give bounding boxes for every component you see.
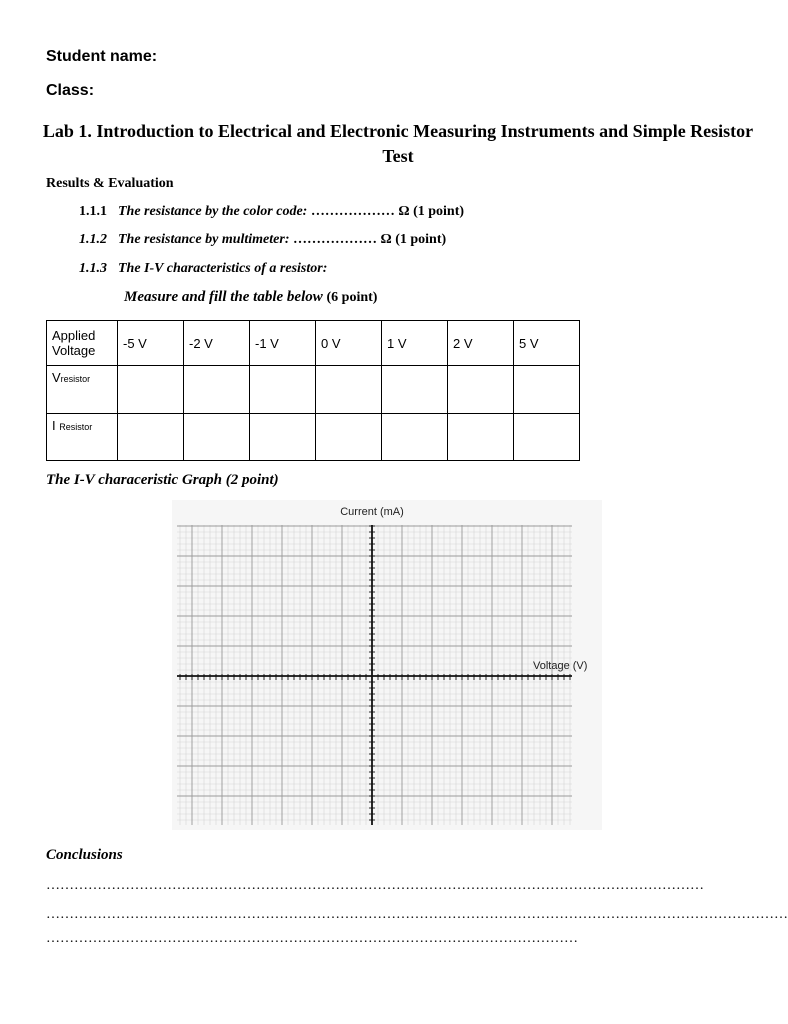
table-row-iresistor — [47, 414, 580, 461]
item-text: The I-V characteristics of a resistor: — [118, 261, 328, 276]
vresistor-row-label — [47, 366, 118, 414]
table-cell[interactable] — [448, 414, 514, 461]
row-label-main: I — [52, 418, 56, 433]
conclusion-line[interactable]: …………………………………………………………………………………………………………………………… — [46, 878, 704, 893]
applied-voltage-header: Applied Voltage — [47, 321, 118, 366]
table-cell[interactable] — [316, 414, 382, 461]
item-number: 1.1.2 — [79, 232, 107, 247]
class-label: Class: — [46, 82, 95, 99]
table-cell[interactable] — [118, 414, 184, 461]
table-header-row — [47, 321, 580, 366]
voltage-header: 1 V — [382, 321, 448, 366]
item-number: 1.1.1 — [79, 204, 107, 219]
table-cell[interactable] — [514, 366, 580, 414]
table-cell[interactable] — [382, 414, 448, 461]
row-label-main: V — [52, 370, 61, 385]
table-cell[interactable] — [184, 366, 250, 414]
item-text: The resistance by the color code: — [118, 204, 308, 219]
measure-text: Measure and fill the table below — [124, 289, 323, 305]
measure-points: (6 point) — [326, 290, 378, 305]
item-multimeter — [79, 232, 446, 248]
table-cell[interactable] — [316, 366, 382, 414]
voltage-header: -2 V — [184, 321, 250, 366]
table-cell[interactable] — [184, 414, 250, 461]
voltage-header: 5 V — [514, 321, 580, 366]
item-text: The resistance by multimeter: — [118, 232, 290, 247]
iv-table — [46, 320, 580, 461]
x-axis-label: Voltage (V) — [533, 660, 588, 672]
voltage-header: -1 V — [250, 321, 316, 366]
y-axis-label: Current (mA) — [340, 506, 404, 518]
results-heading: Results & Evaluation — [46, 176, 174, 191]
iv-graph-grid — [172, 500, 602, 830]
graph-title: The I-V characeristic Graph (2 point) — [46, 472, 279, 488]
item-iv-characteristics — [79, 261, 327, 277]
measure-instruction — [124, 289, 377, 306]
conclusion-line[interactable]: …………………………………………………………………………………………………… — [46, 931, 578, 946]
table-cell[interactable] — [382, 366, 448, 414]
table-cell[interactable] — [250, 414, 316, 461]
student-name-label: Student name: — [46, 48, 158, 65]
item-tail: ……………… Ω (1 point) — [289, 232, 447, 247]
row-label-sub: Resistor — [59, 422, 93, 432]
item-color-code — [79, 204, 464, 220]
page-title: Lab 1. Introduction to Electrical and Electronic Measuring Instruments and Simple Resistor Test — [42, 121, 754, 166]
table-cell[interactable] — [514, 414, 580, 461]
voltage-header: 0 V — [316, 321, 382, 366]
item-tail: ……………… Ω (1 point) — [307, 204, 465, 219]
voltage-header: 2 V — [448, 321, 514, 366]
item-number: 1.1.3 — [79, 261, 107, 276]
table-row-vresistor — [47, 366, 580, 414]
row-label-sub: resistor — [60, 374, 91, 384]
voltage-header: -5 V — [118, 321, 184, 366]
table-cell[interactable] — [250, 366, 316, 414]
table-cell[interactable] — [448, 366, 514, 414]
conclusion-line[interactable]: …………………………………………………………………………………………………………………………………………… — [46, 907, 788, 922]
conclusions-heading: Conclusions — [46, 847, 123, 863]
table-cell[interactable] — [118, 366, 184, 414]
iresistor-row-label — [47, 414, 118, 461]
